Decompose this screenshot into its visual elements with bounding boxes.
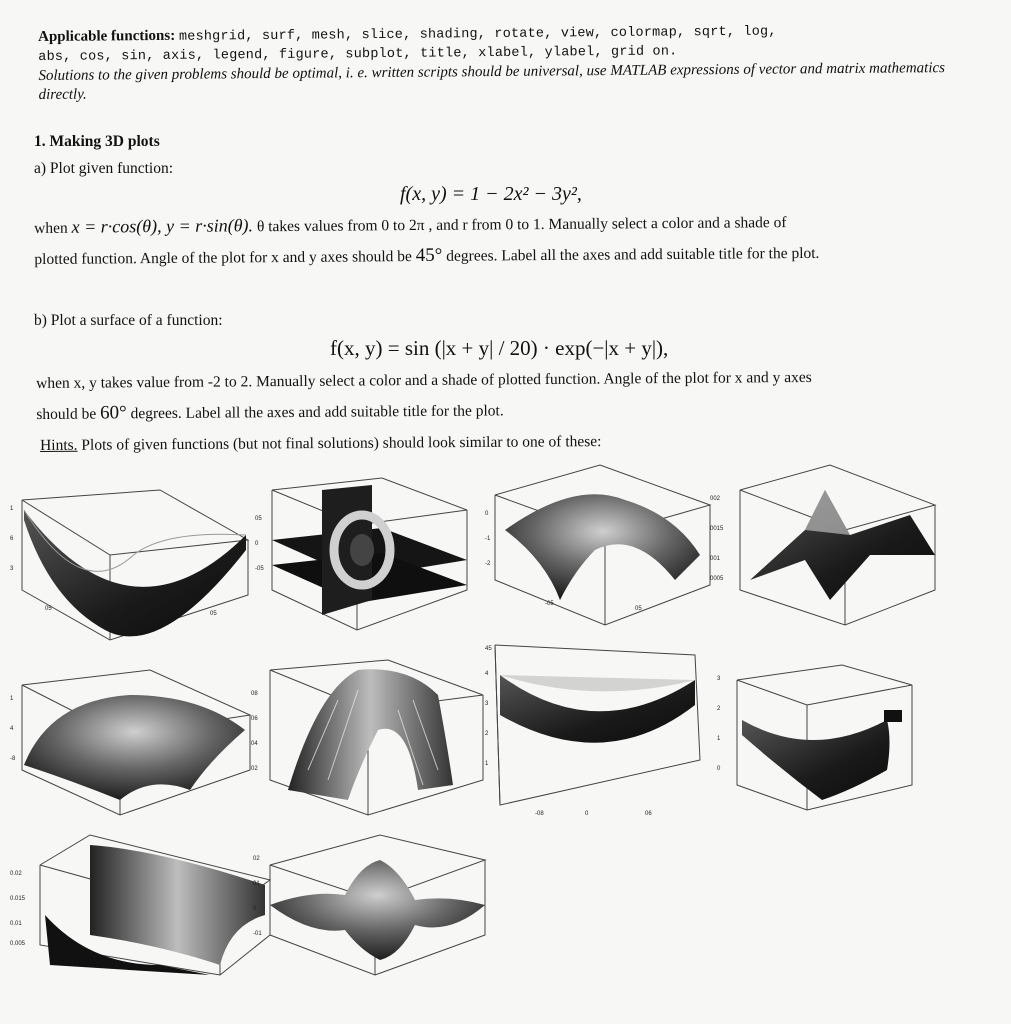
svg-text:0.02: 0.02	[10, 871, 22, 877]
part-a-equation: f(x, y) = 1 − 2x² − 3y²,	[400, 183, 582, 205]
part-b-line2-end: degrees. Label all the axes and add suitable title for the plot.	[130, 402, 504, 423]
svg-text:02: 02	[251, 766, 258, 772]
svg-text:-05: -05	[545, 601, 554, 607]
part-b-equation: f(x, y) = sin (|x + y| / 20) · exp(−|x + y|),	[330, 336, 669, 360]
svg-text:3: 3	[485, 701, 489, 707]
functions-list-line2: abs, cos, sin, axis, legend, figure, subplot, title, xlabel, ylabel, grid on.	[38, 44, 678, 65]
svg-text:-2: -2	[485, 561, 491, 567]
svg-text:0.01: 0.01	[10, 921, 22, 927]
part-b-description	[36, 362, 986, 430]
example-plot-4	[710, 460, 945, 630]
svg-text:3: 3	[717, 676, 721, 682]
svg-text:1: 1	[485, 761, 489, 767]
example-plot-10	[250, 825, 495, 985]
svg-text:05: 05	[635, 606, 642, 612]
svg-text:05: 05	[255, 516, 262, 522]
svg-text:0: 0	[485, 511, 489, 517]
part-b-line1: when x, y takes value from -2 to 2. Manually select a color and a shade of plotted function. Angle of the plot for x and y axes	[36, 368, 812, 392]
svg-text:001: 001	[710, 556, 721, 562]
svg-text:6: 6	[10, 536, 14, 542]
svg-text:0005: 0005	[710, 576, 724, 582]
part-a-line2-start: plotted function. Angle of the plot for x and y axes should be	[34, 248, 412, 268]
svg-text:0: 0	[585, 811, 589, 817]
example-plot-7	[485, 635, 720, 820]
svg-text:1: 1	[717, 736, 721, 742]
svg-text:-05: -05	[255, 566, 264, 572]
part-a-heading: a) Plot given function:	[34, 160, 174, 177]
svg-text:06: 06	[645, 811, 652, 817]
svg-text:2: 2	[485, 731, 489, 737]
svg-text:002: 002	[710, 496, 721, 502]
part-b-line2-start: should be	[36, 405, 97, 423]
example-plot-1	[10, 480, 255, 645]
svg-text:1: 1	[10, 696, 14, 702]
hints-text: Plots of given functions (but not final solutions) should look similar to one of these:	[81, 433, 602, 454]
applicable-functions-block	[38, 20, 969, 105]
svg-text:04: 04	[251, 741, 258, 747]
part-b-heading: b) Plot a surface of a function:	[34, 312, 223, 329]
svg-text:-08: -08	[535, 811, 544, 817]
svg-text:4: 4	[10, 726, 14, 732]
example-plot-5	[10, 660, 260, 820]
svg-text:0.015: 0.015	[10, 896, 26, 902]
svg-text:45: 45	[485, 646, 492, 652]
svg-text:01: 01	[253, 881, 260, 887]
svg-text:0.005: 0.005	[10, 941, 26, 947]
svg-text:02: 02	[253, 856, 260, 862]
part-a-description	[34, 205, 984, 275]
svg-text:0: 0	[253, 906, 257, 912]
svg-text:-1: -1	[485, 536, 491, 542]
solutions-note: Solutions to the given problems should be optimal, i. e. written scripts should be universal, use MATLAB expressions of vector and matrix mathematics directly.	[38, 60, 946, 103]
svg-text:-8: -8	[10, 756, 16, 762]
applicable-functions-label: Applicable functions:	[38, 27, 176, 45]
svg-text:05: 05	[45, 606, 52, 612]
part-a-when: when	[34, 219, 68, 237]
svg-text:0: 0	[255, 541, 259, 547]
example-plot-2	[252, 470, 482, 640]
svg-text:1: 1	[10, 506, 14, 512]
example-plot-6	[248, 650, 488, 820]
functions-list-line1: meshgrid, surf, mesh, slice, shading, rotate, view, colormap, sqrt, log,	[178, 24, 777, 45]
hints-label: Hints.	[40, 436, 78, 454]
svg-text:2: 2	[717, 706, 721, 712]
hints-line	[40, 433, 602, 455]
svg-text:-01: -01	[253, 931, 262, 937]
part-a-line2-end: degrees. Label all the axes and add suitable title for the plot.	[446, 244, 820, 265]
example-plot-8	[712, 660, 942, 820]
svg-text:05: 05	[210, 611, 217, 617]
svg-text:0015: 0015	[710, 526, 724, 532]
svg-text:4: 4	[485, 671, 489, 677]
example-plot-9	[10, 825, 275, 985]
svg-text:3: 3	[10, 566, 14, 572]
part-a-theta-text: θ takes values from 0 to 2π , and r from 0 to 1. Manually select a color and a shade of	[256, 214, 787, 236]
svg-text:0: 0	[717, 766, 721, 772]
part-a-angle: 45°	[415, 244, 443, 267]
svg-text:06: 06	[251, 716, 258, 722]
part-b-angle: 60°	[99, 402, 127, 424]
section-title: 1. Making 3D plots	[34, 133, 160, 150]
svg-text:0: 0	[100, 624, 104, 630]
svg-text:08: 08	[251, 691, 258, 697]
part-a-x-definition: x = r·cos(θ), y = r·sin(θ).	[71, 215, 254, 237]
example-plot-3	[485, 460, 715, 630]
